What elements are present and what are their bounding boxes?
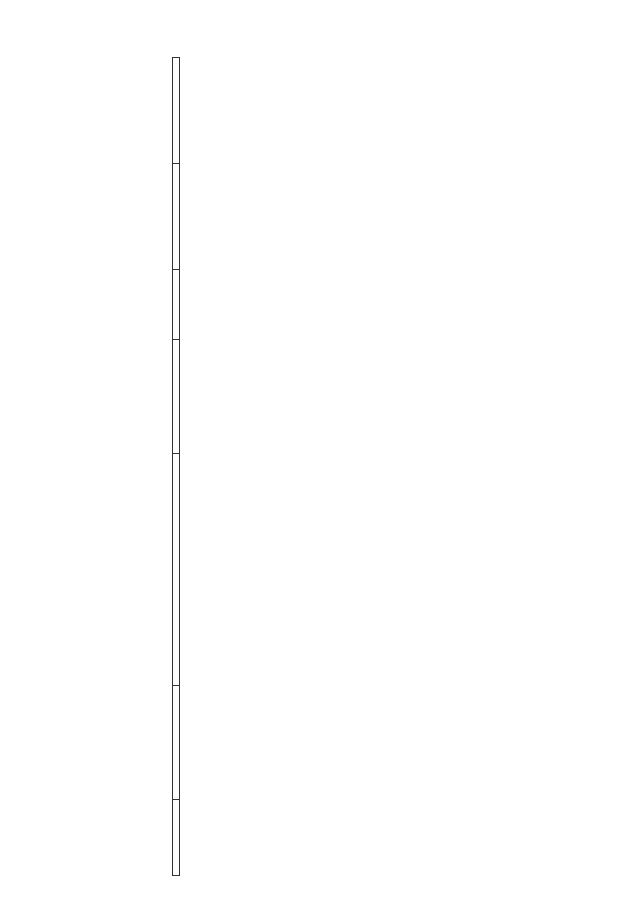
header-ssd — [173, 164, 180, 270]
header-atc — [173, 686, 180, 800]
header-drug — [173, 454, 180, 686]
header-frequency — [173, 340, 180, 454]
drug-table — [172, 57, 180, 876]
rotated-table-sheet — [172, 58, 640, 876]
header-skd — [173, 58, 180, 164]
header-code — [173, 800, 180, 876]
header-row — [173, 58, 180, 876]
header-unit — [173, 270, 180, 340]
